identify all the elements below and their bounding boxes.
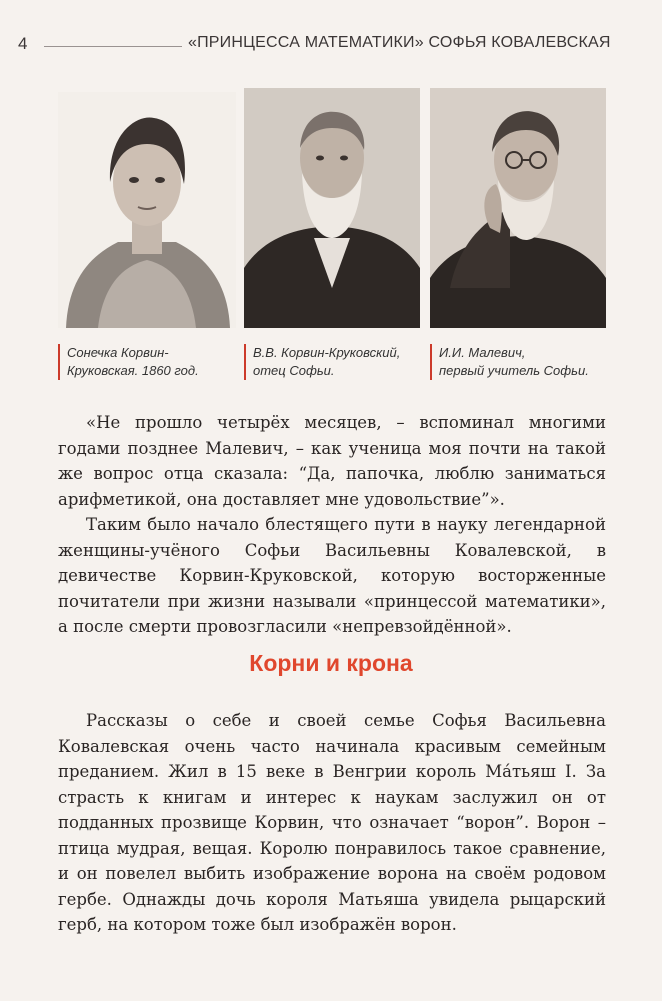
caption-line: И.И. Малевич, [439,345,526,360]
caption-sonechka [58,344,237,380]
section-heading: Корни и крона [249,650,413,676]
body-text-top [58,410,606,640]
portrait-korvin-krukovsky [244,88,420,328]
paragraph: Таким было начало блестящего пути в науку легендарной женщины-учёного Софьи Васильевны Ковалевской, в девичестве Корвин-Круковской, которую восторженные почитатели при жизни называли «принцессой математики», а после смерти провозгласили «непревзойдённой». [58,515,606,636]
paragraph: Рассказы о себе и своей семье Софья Васильевна Ковалевская очень часто начинала красивым семейным преданием. Жил в 15 веке в Венгрии король Ма́тьяш I. За страсть к книгам и интерес к наукам заслужил он от подданных прозвище Корвин, что означает “ворон”. Ворон – птица мудрая, вещая. Королю понравилось такое сравнение, и он повелел выбить изображение ворона на своём родовом гербе. Однажды дочь короля Матьяша увидела рыцарский герб, на котором тоже был изображён ворон. [58,711,606,934]
caption-line: первый учитель Софьи. [439,363,589,378]
caption-line: отец Софьи. [253,363,335,378]
caption-korvin-krukovsky [244,344,425,380]
page-number: 4 [18,34,28,53]
portrait-malevich [430,88,606,328]
paragraph: «Не прошло четырёх месяцев, – вспоминал многими годами позднее Малевич, – как ученица моя почти на такой же вопрос отца сказала: “Да, папочка, люблю заниматься арифметикой, она доставляет мне удовольствие”». [58,413,606,509]
running-title: «ПРИНЦЕССА МАТЕМАТИКИ» СОФЬЯ КОВАЛЕВСКАЯ [188,34,611,51]
caption-line: В.В. Корвин-Круковский, [253,345,401,360]
caption-line: Сонечка Корвин- [67,345,169,360]
portrait-sonechka [58,92,236,328]
header-rule [44,46,182,47]
caption-malevich [430,344,615,380]
body-text-bottom [58,708,606,938]
page-header [0,24,662,54]
caption-line: Круковская. 1860 год. [67,363,199,378]
